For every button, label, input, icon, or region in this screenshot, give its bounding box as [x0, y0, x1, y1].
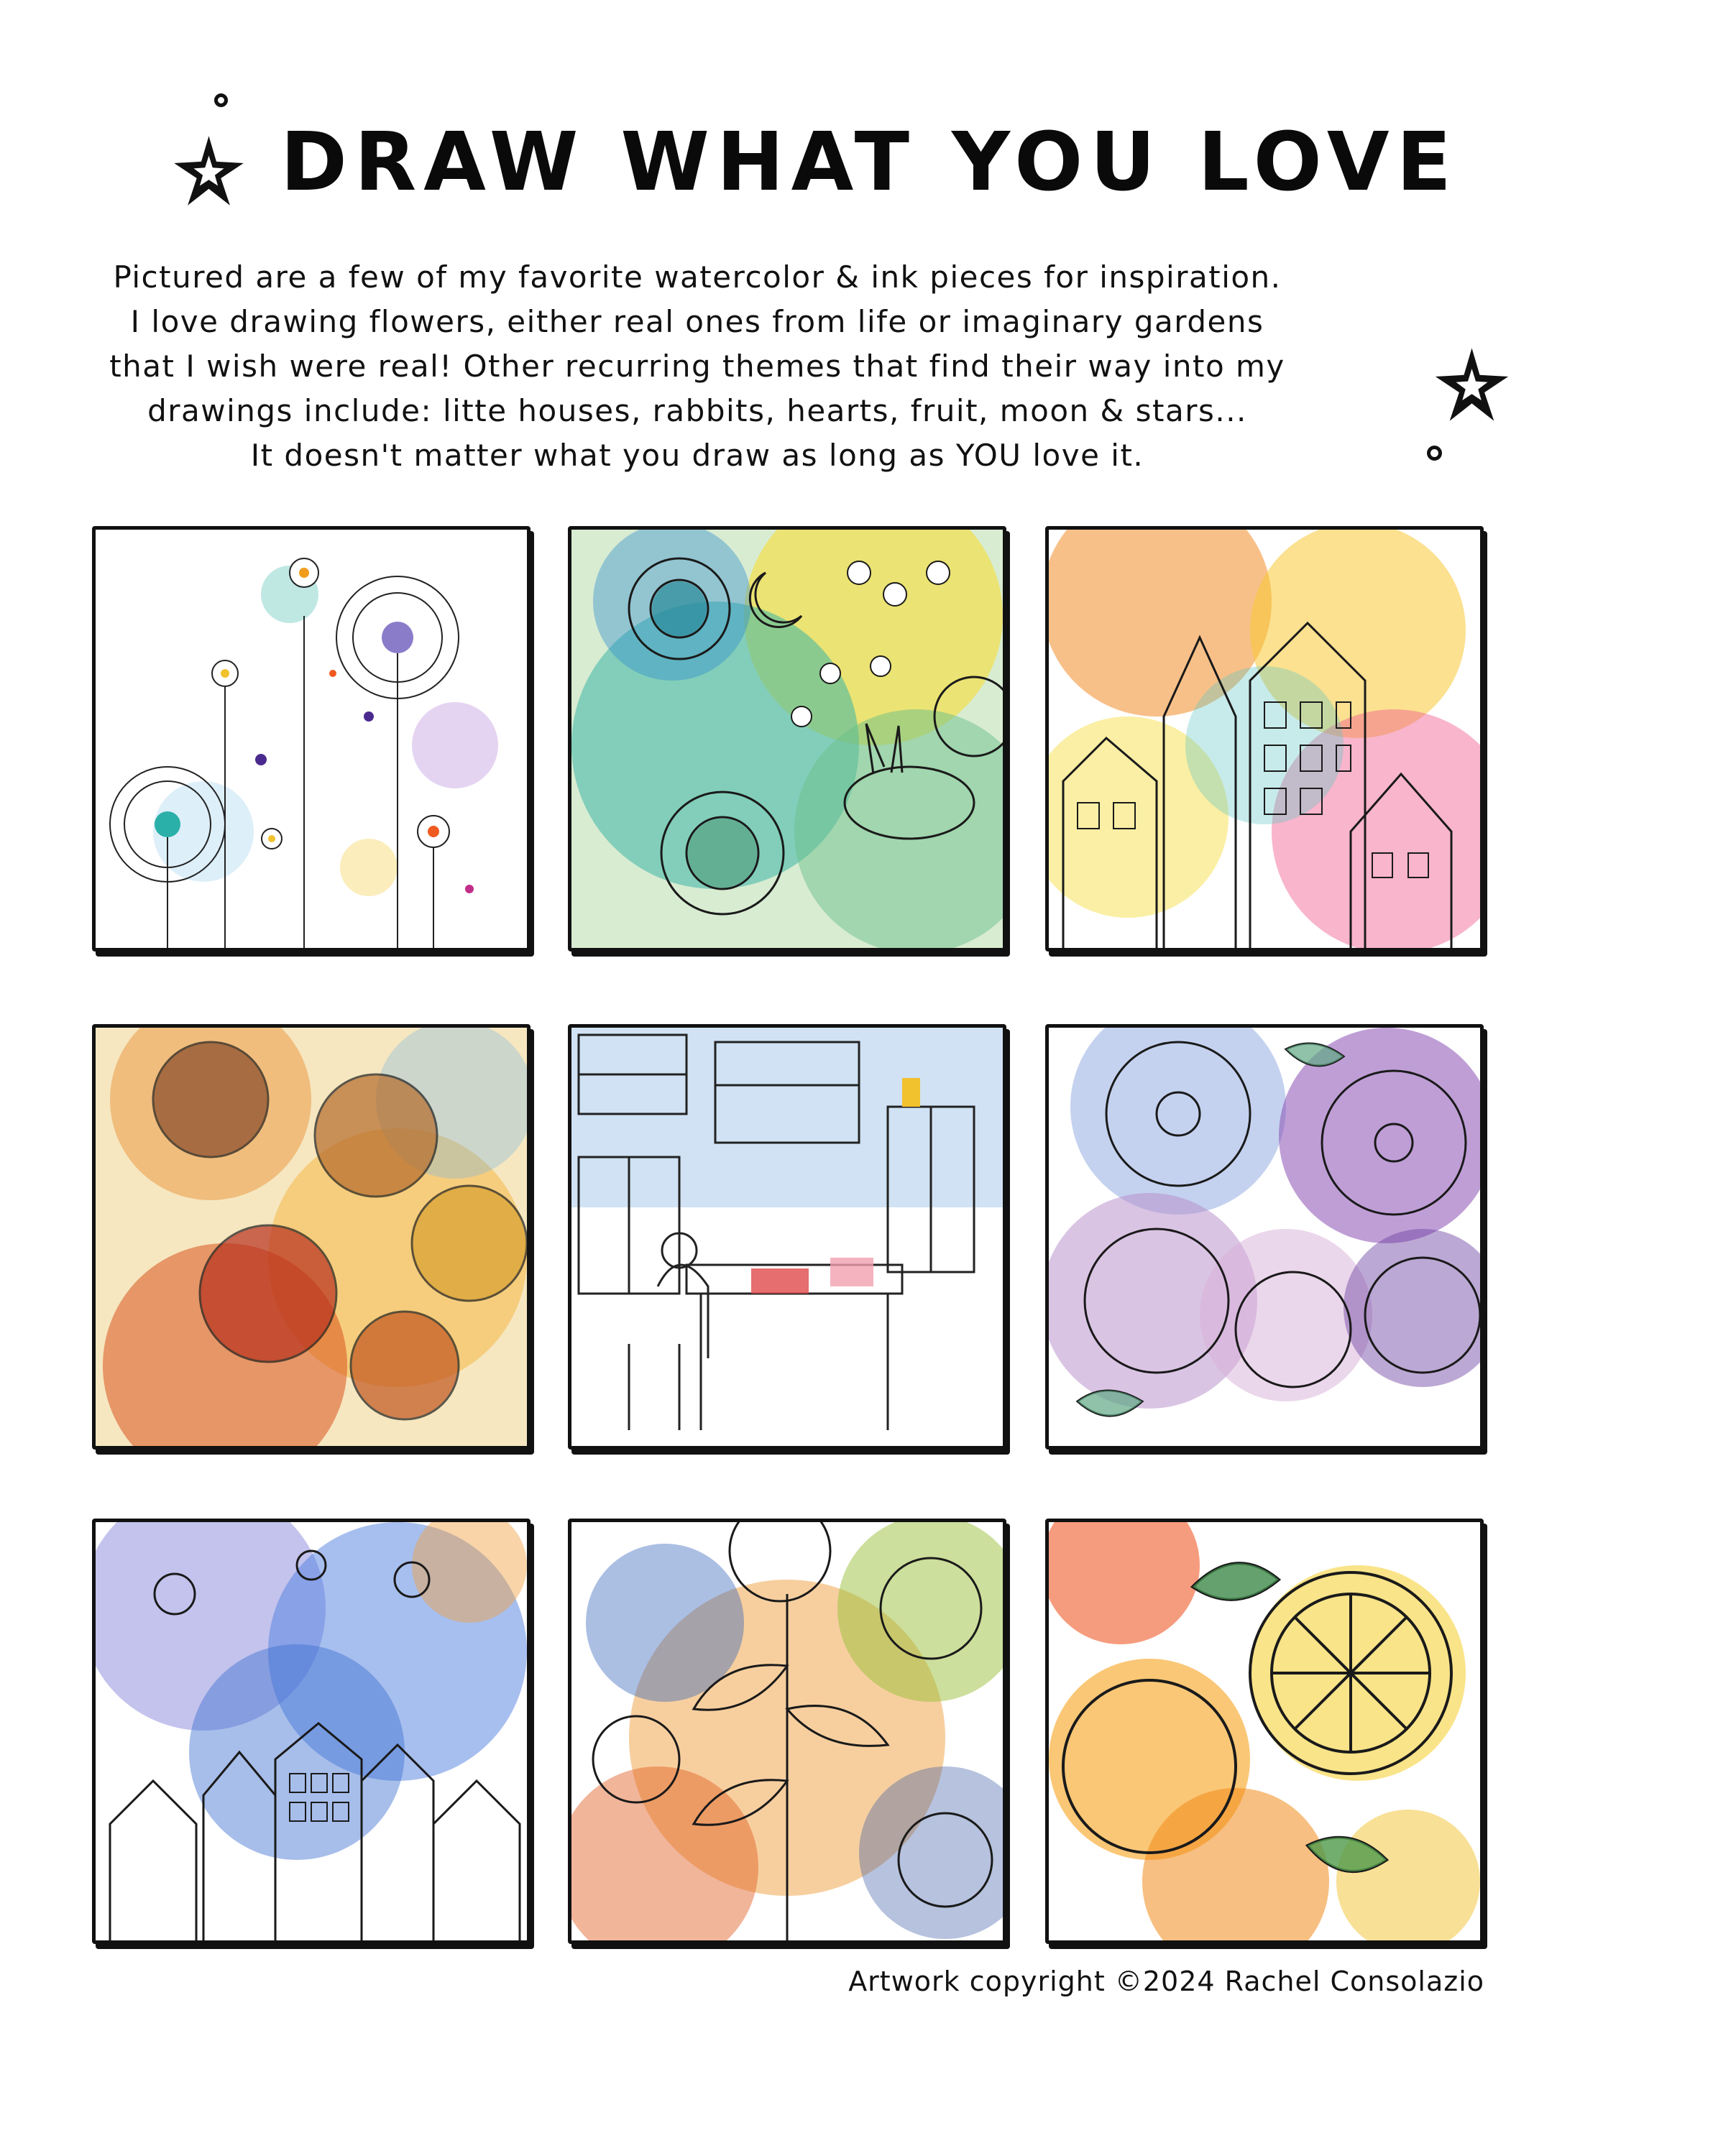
star-doodle-icon — [1430, 345, 1513, 424]
intro-line: It doesn't matter what you draw as long as YOU love it. — [250, 438, 1144, 473]
intro-line: drawings include: litte houses, rabbits, hearts, fruit, moon & stars... — [147, 393, 1247, 428]
artwork-kitchen-scene — [568, 1024, 1006, 1450]
artwork-daisies — [92, 526, 531, 952]
artwork-sunflowers — [92, 1024, 531, 1450]
copyright-credit: Artwork copyright ©2024 Rachel Consolazio — [848, 1966, 1484, 1997]
artwork-blue-houses — [92, 1519, 531, 1944]
artwork-sunflowers-moon-rabbit — [568, 526, 1006, 952]
intro-line: Pictured are a few of my favorite watercolor & ink pieces for inspiration. — [113, 259, 1282, 295]
artwork-colorful-houses — [1045, 526, 1484, 952]
intro-line: that I wish were real! Other recurring themes that find their way into my — [109, 349, 1285, 384]
artwork-purple-flowers — [1045, 1024, 1484, 1450]
intro-text — [93, 255, 1301, 478]
dot-doodle-icon — [1427, 446, 1442, 461]
intro-line: I love drawing flowers, either real ones from life or imaginary gardens — [130, 304, 1264, 339]
star-doodle-icon — [164, 133, 254, 208]
dot-doodle-icon — [214, 93, 228, 107]
artwork-oranges-lemons — [1045, 1519, 1484, 1944]
page-title: DRAW WHAT YOU LOVE — [280, 116, 1459, 209]
artwork-orange-leaves — [568, 1519, 1006, 1944]
